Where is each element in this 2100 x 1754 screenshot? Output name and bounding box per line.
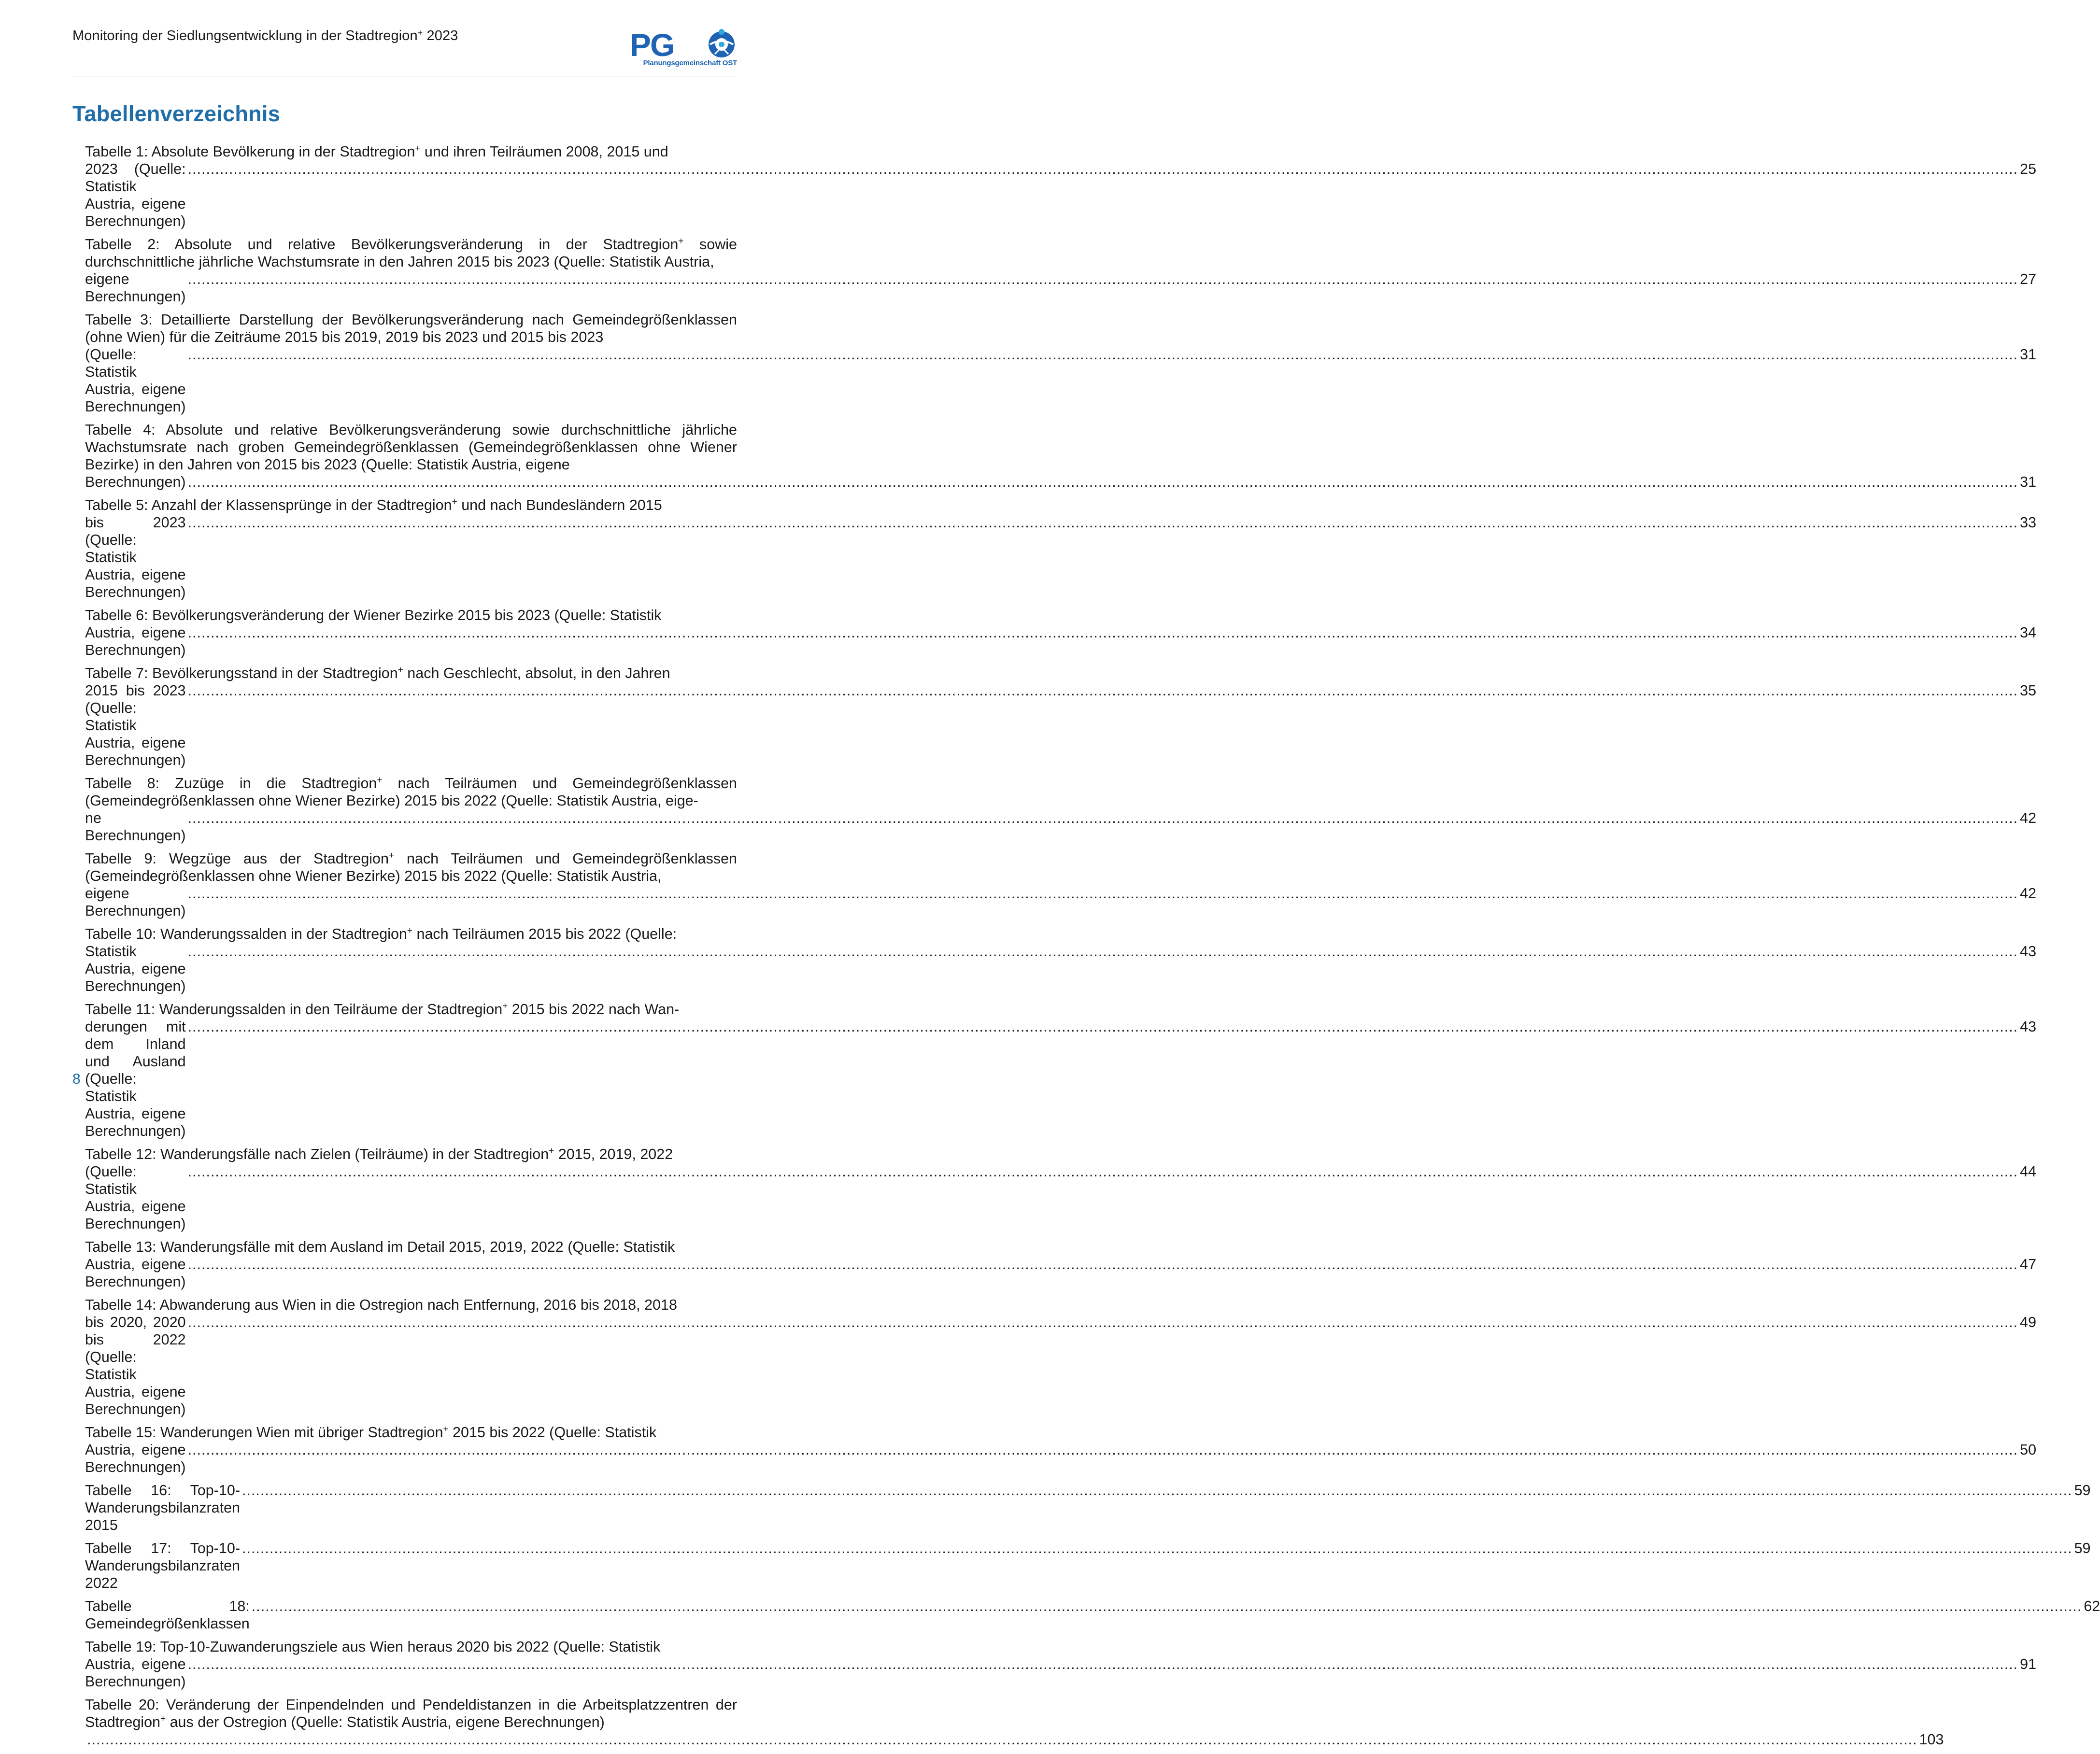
- toc-entry-caption: Tabelle 11: Wanderungssalden in den Teilräume der Stadtregion: [85, 1001, 503, 1018]
- toc-entry[interactable]: [85, 925, 2037, 995]
- toc-entry-leader-line: [85, 1540, 2091, 1592]
- toc-entry-leader-line: [85, 1598, 2100, 1632]
- logo-subtext: Planungsgemeinschaft OST: [643, 59, 737, 67]
- toc-entry-text: [85, 607, 737, 624]
- toc-entry-caption-cont: sowie durchschnittliche jährliche Wachstumsrate in den Jahren 2015 bis 2023 (Quelle: Statistik Austria,: [85, 236, 738, 270]
- toc-entry-leader-line: [85, 1163, 2037, 1232]
- toc-entry-page[interactable]: 44: [2020, 1163, 2037, 1180]
- toc-entry-caption-cont: nach Teilräumen und Gemeindegrößenklassen (Gemeindegrößenklassen ohne Wiener Bezirke) 2015 bis 2022 (Quelle: Statistik Austria, eige-: [85, 775, 737, 809]
- toc-entry-caption-cont: 2015, 2019, 2022: [554, 1146, 673, 1162]
- dot-leader: ................................................................................................................................................................................................................................................................................................................................................................................................................: [187, 514, 2018, 531]
- toc-entry-page[interactable]: 62: [2084, 1598, 2100, 1614]
- toc-entry[interactable]: [85, 1146, 2037, 1232]
- toc-entry-caption: Tabelle 9: Wegzüge aus der Stadtregion: [85, 850, 389, 867]
- toc-entry-leader-line: [85, 473, 2037, 491]
- dot-leader: ................................................................................................................................................................................................................................................................................................................................................................................................................: [187, 1656, 2018, 1672]
- toc-entry-text: [85, 311, 737, 346]
- toc-entry[interactable]: [85, 1638, 2037, 1690]
- dot-leader: ................................................................................................................................................................................................................................................................................................................................................................................................................: [187, 885, 2018, 902]
- toc-entry-page[interactable]: 34: [2020, 624, 2037, 641]
- toc-entry-caption: Tabelle 14: Abwanderung aus Wien in die Ostregion nach Entfernung, 2016 bis 2018, 2018: [85, 1297, 677, 1313]
- toc-entry-text: [85, 496, 737, 514]
- toc-entry-leader-line: [85, 1441, 2037, 1476]
- toc-entry-page[interactable]: 59: [2074, 1482, 2091, 1499]
- superscript-plus: +: [160, 1714, 166, 1724]
- toc-entry-leader-line: [85, 682, 2037, 769]
- dot-leader: ................................................................................................................................................................................................................................................................................................................................................................................................................: [187, 1314, 2018, 1330]
- toc-entry-page[interactable]: 42: [2020, 810, 2037, 826]
- toc-entry-page[interactable]: 25: [2020, 161, 2037, 177]
- toc-entry-leader-line: [85, 1731, 1944, 1748]
- toc-entry-caption: Tabelle 4: Absolute und relative Bevölkerungsveränderung sowie durchschnittliche jährliche Wachstumsrate nach groben Gemeindegrößenklassen (Gemeindegrößenklassen ohne Wiener Bezirke) in den Jahren von 2015 bis 2023 (Quelle: Statistik Austria, eigene: [85, 422, 737, 473]
- dot-leader: ................................................................................................................................................................................................................................................................................................................................................................................................................: [187, 624, 2018, 641]
- toc-entry-text: [85, 1424, 737, 1441]
- toc-entry[interactable]: [85, 496, 2037, 601]
- toc-entry-page[interactable]: 47: [2020, 1256, 2037, 1273]
- toc-entry-leader-line: [85, 1482, 2091, 1534]
- toc-entry-caption: Tabelle 8: Zuzüge in die Stadtregion: [85, 775, 377, 792]
- dot-leader: ................................................................................................................................................................................................................................................................................................................................................................................................................: [187, 1163, 2018, 1180]
- toc-entry-caption-end: Austria, eigene Berechnungen): [85, 624, 186, 658]
- toc-entry-page[interactable]: 33: [2020, 514, 2037, 531]
- toc-entry-caption-cont: nach Teilräumen und Gemeindegrößenklassen (Gemeindegrößenklassen ohne Wiener Bezirke) 2015 bis 2022 (Quelle: Statistik Austria,: [85, 850, 738, 884]
- toc-entry-caption-end: Austria, eigene Berechnungen): [85, 1256, 186, 1290]
- toc-entry[interactable]: [85, 1001, 2037, 1140]
- toc-entry-text: [85, 925, 737, 943]
- toc-entry-text: [85, 1238, 737, 1256]
- toc-entry-caption: Tabelle 12: Wanderungsfälle nach Zielen (Teilräume) in der Stadtregion: [85, 1146, 549, 1162]
- toc-entry-caption-cont: und nach Bundesländern 2015: [457, 497, 662, 513]
- toc-entry-page[interactable]: 49: [2020, 1314, 2037, 1330]
- dot-leader: ................................................................................................................................................................................................................................................................................................................................................................................................................: [187, 346, 2018, 363]
- logo-globe-icon: [709, 29, 735, 57]
- toc-entry-text: [85, 143, 737, 160]
- toc-entry[interactable]: [85, 607, 2037, 659]
- toc-entry[interactable]: [85, 421, 2037, 491]
- toc-entry-page[interactable]: 42: [2020, 885, 2037, 902]
- toc-entry-page[interactable]: 27: [2020, 271, 2037, 287]
- toc-entry[interactable]: [85, 1696, 1944, 1748]
- toc-entry-text: [85, 421, 737, 473]
- dot-leader: ................................................................................................................................................................................................................................................................................................................................................................................................................: [187, 271, 2018, 287]
- toc-entry-caption: Tabelle 5: Anzahl der Klassensprünge in der Stadtregion: [85, 497, 452, 513]
- toc-entry-text: [85, 236, 737, 270]
- dot-leader: ................................................................................................................................................................................................................................................................................................................................................................................................................: [242, 1540, 2072, 1556]
- toc-entry-caption-cont: aus der Ostregion (Quelle: Statistik Austria, eigene Berechnungen): [166, 1714, 605, 1730]
- toc-entry-leader-line: [85, 885, 2037, 919]
- header-title: Monitoring der Siedlungsentwicklung in der Stadtregion+ 2023: [72, 28, 458, 43]
- toc-entry-leader-line: [85, 1314, 2037, 1418]
- toc-entry[interactable]: [85, 775, 2037, 844]
- dot-leader: ................................................................................................................................................................................................................................................................................................................................................................................................................: [187, 161, 2018, 177]
- toc-entry-leader-line: [85, 1256, 2037, 1290]
- dot-leader: ................................................................................................................................................................................................................................................................................................................................................................................................................: [242, 1482, 2072, 1499]
- toc-entry[interactable]: [85, 143, 2037, 230]
- toc-entry-leader-line: [85, 1018, 2037, 1140]
- page-title: Tabellenverzeichnis: [72, 101, 281, 126]
- toc-entry[interactable]: [85, 1482, 2091, 1534]
- dot-leader: ................................................................................................................................................................................................................................................................................................................................................................................................................: [187, 943, 2018, 960]
- dot-leader: ................................................................................................................................................................................................................................................................................................................................................................................................................: [187, 810, 2018, 826]
- toc-entry-page[interactable]: 31: [2020, 346, 2037, 363]
- toc-entry-caption-end: eigene Berechnungen): [85, 271, 186, 305]
- toc-entry-text: [85, 1146, 737, 1163]
- toc-entry-caption-cont: 2015 bis 2022 (Quelle: Statistik: [448, 1424, 657, 1441]
- toc-entry-leader-line: [85, 160, 2037, 230]
- superscript-plus: +: [443, 1424, 449, 1434]
- dot-leader: ................................................................................................................................................................................................................................................................................................................................................................................................................: [187, 682, 2018, 699]
- toc-entry-caption: Tabelle 6: Bevölkerungsveränderung der Wiener Bezirke 2015 bis 2023 (Quelle: Statistik: [85, 607, 662, 623]
- toc-entry[interactable]: [85, 236, 2037, 305]
- toc-entry-text: [85, 665, 737, 682]
- page-number: 8: [72, 1071, 81, 1087]
- toc-entry[interactable]: [85, 311, 2037, 415]
- superscript-plus: +: [452, 497, 457, 507]
- toc-entry-caption-end: (Quelle: Statistik Austria, eigene Berechnungen): [85, 1163, 186, 1232]
- toc-entry-caption-end: bis 2023 (Quelle: Statistik Austria, eigene Berechnungen): [85, 514, 186, 600]
- toc-entry-caption: Tabelle 13: Wanderungsfälle mit dem Ausland im Detail 2015, 2019, 2022 (Quelle: Statistik: [85, 1239, 675, 1255]
- superscript-plus: +: [678, 236, 684, 246]
- toc-entry-caption: Tabelle 1: Absolute Bevölkerung in der Stadtregion: [85, 143, 415, 160]
- superscript-plus: +: [389, 850, 395, 861]
- toc-entry-text: [85, 1638, 737, 1655]
- table-of-tables: [85, 143, 2100, 1754]
- toc-entry-caption: Tabelle 20: Veränderung der Einpendelnden und Pendeldistanzen in die Arbeitsplatzzentren der Stadtregion: [85, 1697, 737, 1730]
- toc-entry-caption: Tabelle 2: Absolute und relative Bevölkerungsveränderung in der Stadtregion: [85, 236, 679, 253]
- toc-entry-caption-end: ne Berechnungen): [85, 810, 186, 844]
- toc-entry-caption-end: (Quelle: Statistik Austria, eigene Berechnungen): [85, 346, 186, 415]
- toc-entry-text: [85, 1696, 737, 1731]
- toc-entry-page[interactable]: 91: [2020, 1656, 2037, 1672]
- toc-entry[interactable]: [85, 1424, 2037, 1476]
- toc-entry-caption-cont: nach Geschlecht, absolut, in den Jahren: [403, 665, 670, 681]
- toc-entry-page[interactable]: 59: [2074, 1540, 2091, 1556]
- toc-entry[interactable]: [85, 1296, 2037, 1418]
- superscript-plus: +: [407, 926, 413, 936]
- toc-entry-caption-end: bis 2020, 2020 bis 2022 (Quelle: Statistik Austria, eigene Berechnungen): [85, 1314, 186, 1417]
- toc-entry[interactable]: [85, 850, 2037, 919]
- toc-entry-caption: Tabelle 3: Detaillierte Darstellung der Bevölkerungsveränderung nach Gemeindegrößenklassen (ohne Wien) für die Zeiträume 2015 bis 2019, 2019 bis 2023 und 2015 bis 2023: [85, 311, 737, 345]
- toc-entry-caption-end: derungen mit dem Inland und Ausland (Quelle: Statistik Austria, eigene Berechnungen): [85, 1018, 186, 1139]
- toc-entry-leader-line: [85, 514, 2037, 601]
- toc-entry-leader-line: [85, 346, 2037, 415]
- toc-entry-text: [85, 1296, 737, 1314]
- dot-leader: ................................................................................................................................................................................................................................................................................................................................................................................................................: [187, 1442, 2018, 1458]
- toc-entry-leader-line: [85, 624, 2037, 659]
- superscript-plus: +: [549, 1146, 554, 1156]
- logo-text: PG: [630, 27, 674, 63]
- toc-entry-caption-cont: 2015 bis 2022 nach Wan-: [508, 1001, 680, 1018]
- toc-entry-caption: Tabelle 15: Wanderungen Wien mit übriger Stadtregion: [85, 1424, 443, 1441]
- toc-entry-caption-end: Statistik Austria, eigene Berechnungen): [85, 943, 186, 994]
- toc-entry-text: [85, 775, 737, 809]
- toc-entry-caption-end: Berechnungen): [85, 474, 186, 490]
- toc-entry-leader-line: [85, 270, 2037, 305]
- toc-entry-leader-line: [85, 943, 2037, 995]
- toc-entry-leader-line: [85, 1655, 2037, 1690]
- toc-entry-caption-end: Tabelle 18: Gemeindegrößenklassen: [85, 1598, 250, 1632]
- toc-entry-caption-end: eigene Berechnungen): [85, 885, 186, 919]
- toc-entry[interactable]: [85, 1540, 2091, 1592]
- dot-leader: ................................................................................................................................................................................................................................................................................................................................................................................................................: [187, 1018, 2018, 1035]
- toc-entry[interactable]: [85, 1238, 2037, 1290]
- toc-entry-page[interactable]: 35: [2020, 682, 2037, 699]
- toc-entry-caption-cont: und ihren Teilräumen 2008, 2015 und: [420, 143, 668, 160]
- toc-entry-page[interactable]: 50: [2020, 1442, 2037, 1458]
- toc-entry-page[interactable]: 31: [2020, 474, 2037, 490]
- toc-entry-caption-end: 2015 bis 2023 (Quelle: Statistik Austria, eigene Berechnungen): [85, 682, 186, 768]
- toc-entry-caption-end: Austria, eigene Berechnungen): [85, 1656, 186, 1690]
- toc-entry-page[interactable]: 43: [2020, 943, 2037, 960]
- dot-leader: ................................................................................................................................................................................................................................................................................................................................................................................................................: [187, 1256, 2018, 1273]
- toc-entry[interactable]: [85, 1598, 2100, 1632]
- toc-entry-caption: Tabelle 10: Wanderungssalden in der Stadtregion: [85, 926, 407, 942]
- toc-entry-text: [85, 1001, 737, 1018]
- toc-entry-caption-cont: nach Teilräumen 2015 bis 2022 (Quelle:: [412, 926, 677, 942]
- toc-entry-leader-line: [85, 809, 2037, 844]
- superscript-plus: +: [377, 775, 383, 785]
- toc-entry-caption-end: 2023 (Quelle: Statistik Austria, eigene Berechnungen): [85, 161, 186, 229]
- dot-leader: ................................................................................................................................................................................................................................................................................................................................................................................................................: [87, 1731, 1917, 1748]
- dot-leader: ................................................................................................................................................................................................................................................................................................................................................................................................................: [187, 474, 2018, 490]
- superscript-plus: +: [502, 1001, 508, 1011]
- toc-entry-caption-end: Tabelle 16: Top-10-Wanderungsbilanzraten 2015: [85, 1482, 241, 1533]
- toc-entry-page[interactable]: 43: [2020, 1018, 2037, 1035]
- toc-entry-page[interactable]: 103: [1919, 1731, 1944, 1748]
- dot-leader: ................................................................................................................................................................................................................................................................................................................................................................................................................: [251, 1598, 2082, 1614]
- superscript-plus: +: [397, 665, 403, 675]
- toc-entry-caption-end: Austria, eigene Berechnungen): [85, 1442, 186, 1475]
- superscript-plus: +: [415, 143, 421, 154]
- toc-entry[interactable]: [85, 665, 2037, 769]
- toc-entry-caption: Tabelle 7: Bevölkerungsstand in der Stadtregion: [85, 665, 398, 681]
- toc-entry-text: [85, 850, 737, 885]
- toc-entry-caption: Tabelle 19: Top-10-Zuwanderungsziele aus Wien heraus 2020 bis 2022 (Quelle: Statistik: [85, 1639, 661, 1655]
- toc-entry-caption-end: Tabelle 17: Top-10-Wanderungsbilanzraten 2022: [85, 1540, 241, 1591]
